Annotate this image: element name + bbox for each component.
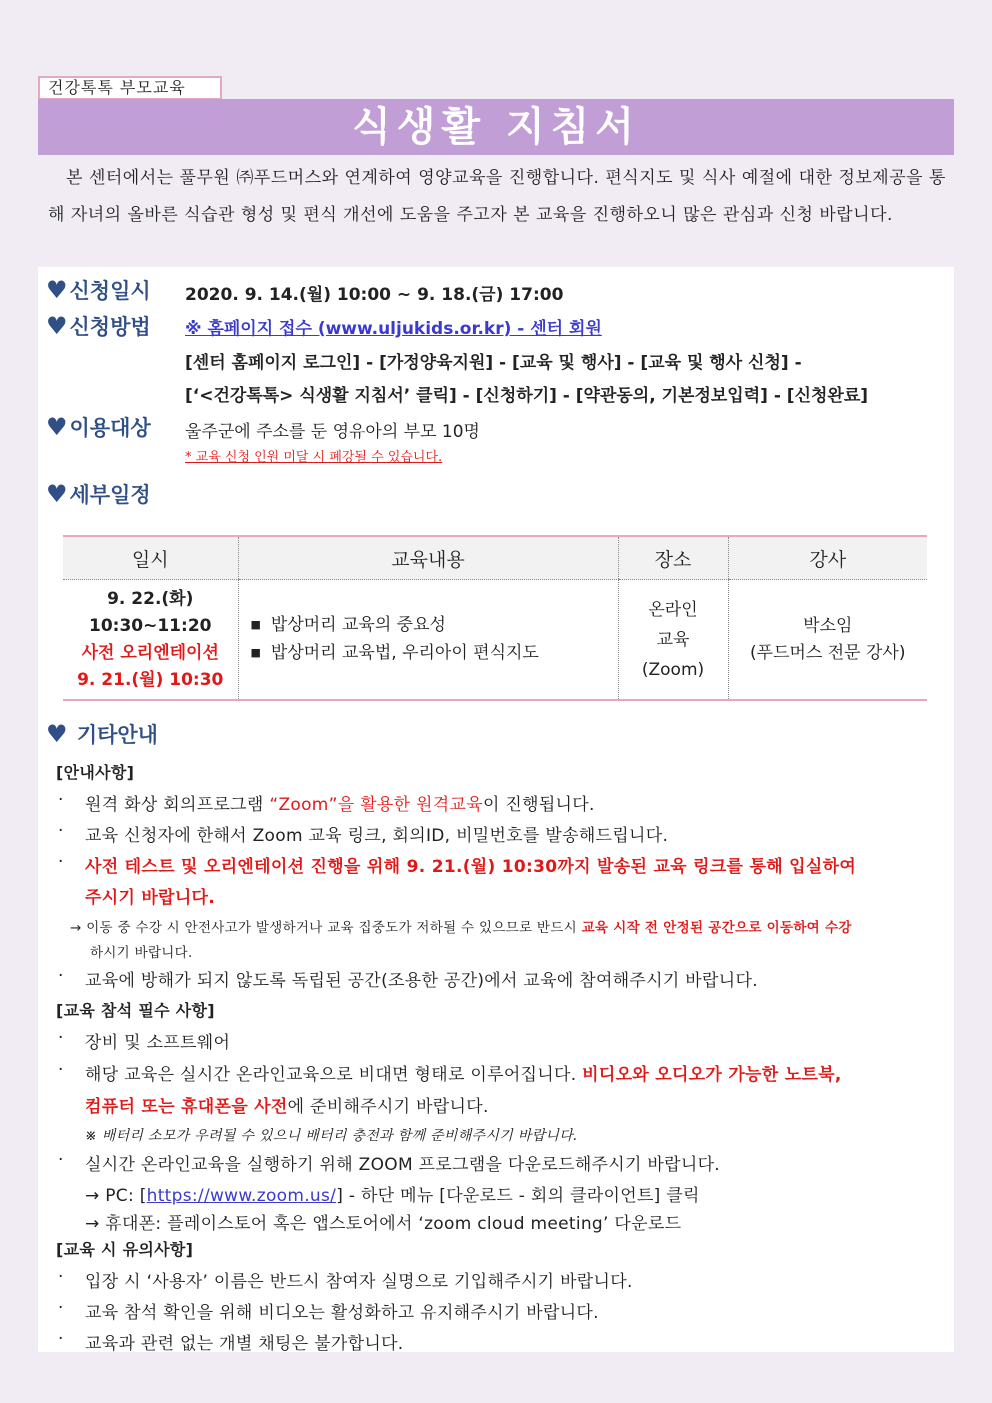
place-line: 온라인 xyxy=(648,599,698,620)
date-main: 9. 22.(화) xyxy=(107,588,194,609)
place-line: 교육 xyxy=(656,629,690,650)
section-apply-date xyxy=(46,275,151,305)
apply-step-2: [‘<건강톡톡> 식생활 지침서’ 클릭] - [신청하기] - [약관동의, 기본정보입력] - [신청완료] xyxy=(185,386,869,406)
section-other xyxy=(46,719,158,749)
bullet-dot: · xyxy=(58,790,64,810)
heart-icon: ♥ xyxy=(46,720,68,748)
square-bullet-icon: ■ xyxy=(250,617,261,631)
required-item-3: 실시간 온라인교육을 실행하기 위해 ZOOM 프로그램을 다운로드해주시기 바랍니다. xyxy=(85,1155,721,1175)
section-label: 기타안내 xyxy=(76,723,158,747)
intro-text: 본 센터에서는 풀무원 ㈜푸드머스와 연계하여 영양교육을 진행합니다. 편식지도 및 식사 예절에 대한 정보제공을 통해 자녀의 올바른 식습관 형성 및 편식 개선에 도움을 주고자 본 교육을 진행하오니 많은 관심과 신청 바랍니다. xyxy=(48,168,946,225)
section-schedule xyxy=(46,479,151,509)
guide-item-2: 교육 신청자에 한해서 Zoom 교육 링크, 회의ID, 비밀번호를 발송해드립니다. xyxy=(85,826,669,846)
header-place: 장소 xyxy=(618,536,728,580)
required-item-2: 해당 교육은 실시간 온라인교육으로 비대면 형태로 이루어집니다. 비디오와 오디오가 가능한 노트북, xyxy=(85,1065,842,1085)
intro-paragraph xyxy=(48,160,946,234)
place-line: (Zoom) xyxy=(641,659,705,680)
caution-item-1: 입장 시 ‘사용자’ 이름은 반드시 참여자 실명으로 기입해주시기 바랍니다. xyxy=(85,1272,633,1292)
pc-download: → PC: [https://www.zoom.us/] - 하단 메뉴 [다운로드 - 회의 클라이언트] 클릭 xyxy=(85,1186,700,1206)
section-label: 신청방법 xyxy=(69,315,151,339)
cell-place xyxy=(618,580,728,701)
header-content: 교육내용 xyxy=(238,536,618,580)
header-teacher: 강사 xyxy=(728,536,927,580)
list-item: ■ 밥상머리 교육법, 우리아이 편식지도 xyxy=(250,642,539,663)
heart-icon: ♥ xyxy=(46,413,68,441)
bullet-dot: · xyxy=(58,821,64,841)
section-label: 신청일시 xyxy=(69,279,151,303)
section-target xyxy=(46,412,151,442)
section-label: 세부일정 xyxy=(69,483,151,507)
heart-icon: ♥ xyxy=(46,276,68,304)
homepage-link[interactable]: ※ 홈페이지 접수 (www.uljukids.or.kr) - 센터 회원 xyxy=(185,319,602,339)
cell-teacher xyxy=(728,580,927,701)
heart-icon: ♥ xyxy=(46,480,68,508)
content-panel xyxy=(38,267,954,1352)
orientation-date: 9. 21.(월) 10:30 xyxy=(77,669,224,690)
orientation-label: 사전 오리엔테이션 xyxy=(81,642,219,663)
apply-date-value: 2020. 9. 14.(월) 10:00 ~ 9. 18.(금) 17:00 xyxy=(185,285,564,305)
page-title: 식생활 지침서 xyxy=(38,99,954,155)
bullet-dot: · xyxy=(58,1267,64,1287)
bullet-dot: · xyxy=(58,852,64,872)
guide-heading: [안내사항] xyxy=(56,763,135,782)
heart-icon: ♥ xyxy=(46,312,68,340)
guide-item-3-cont: 주시기 바랍니다. xyxy=(85,888,216,908)
guide-item-1: 원격 화상 회의프로그램 “Zoom”을 활용한 원격교육이 진행됩니다. xyxy=(85,795,595,815)
guide-item-3: 사전 테스트 및 오리엔테이션 진행을 위해 9. 21.(월) 10:30까지 발송된 교육 링크를 통해 입실하여 xyxy=(85,857,857,877)
required-heading: [교육 참석 필수 사항] xyxy=(56,1001,215,1020)
mobile-download: → 휴대폰: 플레이스토어 혹은 앱스토어에서 ‘zoom cloud meeting’ 다운로드 xyxy=(85,1214,682,1234)
bullet-dot: · xyxy=(58,1060,64,1080)
time: 10:30~11:20 xyxy=(89,615,212,636)
square-bullet-icon: ■ xyxy=(250,645,261,659)
table-header-row xyxy=(63,536,927,580)
section-label: 이용대상 xyxy=(69,416,151,440)
bullet-dot: · xyxy=(58,1329,64,1349)
required-item-1: 장비 및 소프트웨어 xyxy=(85,1033,231,1053)
bullet-dot: · xyxy=(58,1028,64,1048)
target-value: 울주군에 주소를 둔 영유아의 부모 10명 xyxy=(185,422,480,442)
table-row xyxy=(63,580,927,701)
guide-item-4: → 이동 중 수강 시 안전사고가 발생하거나 교육 집중도가 저하될 수 있으므로 반드시 교육 시작 전 안정된 공간으로 이동하여 수강 xyxy=(70,920,852,936)
header-date: 일시 xyxy=(63,536,238,580)
list-item: ■ 밥상머리 교육의 중요성 xyxy=(250,614,446,635)
caution-heading: [교육 시 유의사항] xyxy=(56,1240,194,1259)
header-tag: 건강톡톡 부모교육 xyxy=(38,76,222,100)
bullet-dot: · xyxy=(58,966,64,986)
bullet-dot: · xyxy=(58,1150,64,1170)
caution-item-3: 교육과 관련 없는 개별 채팅은 불가합니다. xyxy=(85,1334,404,1354)
cell-content xyxy=(238,580,618,701)
guide-item-5: 교육에 방해가 되지 않도록 독립된 공간(조용한 공간)에서 교육에 참여해주시기 바랍니다. xyxy=(85,971,758,991)
section-apply-method xyxy=(46,311,151,341)
required-item-2-cont: 컴퓨터 또는 휴대폰을 사전에 준비해주시기 바랍니다. xyxy=(85,1097,489,1117)
battery-note: ※ 배터리 소모가 우려될 수 있으니 배터리 충전과 함께 준비해주시기 바랍니다. xyxy=(85,1128,578,1144)
bullet-dot: · xyxy=(58,1298,64,1318)
teacher-role: (푸드머스 전문 강사) xyxy=(750,642,906,663)
guide-item-4-cont: 하시기 바랍니다. xyxy=(90,945,193,961)
target-note: * 교육 신청 인원 미달 시 폐강될 수 있습니다. xyxy=(185,450,443,465)
cell-date xyxy=(63,580,238,701)
zoom-link[interactable]: https://www.zoom.us/ xyxy=(146,1186,337,1206)
teacher-name: 박소임 xyxy=(803,615,853,636)
caution-item-2: 교육 참석 확인을 위해 비디오는 활성화하고 유지해주시기 바랍니다. xyxy=(85,1303,599,1323)
apply-step-1: [센터 홈페이지 로그인] - [가정양육지원] - [교육 및 행사] - [교육 및 행사 신청] - xyxy=(185,353,802,373)
schedule-table xyxy=(63,535,927,701)
